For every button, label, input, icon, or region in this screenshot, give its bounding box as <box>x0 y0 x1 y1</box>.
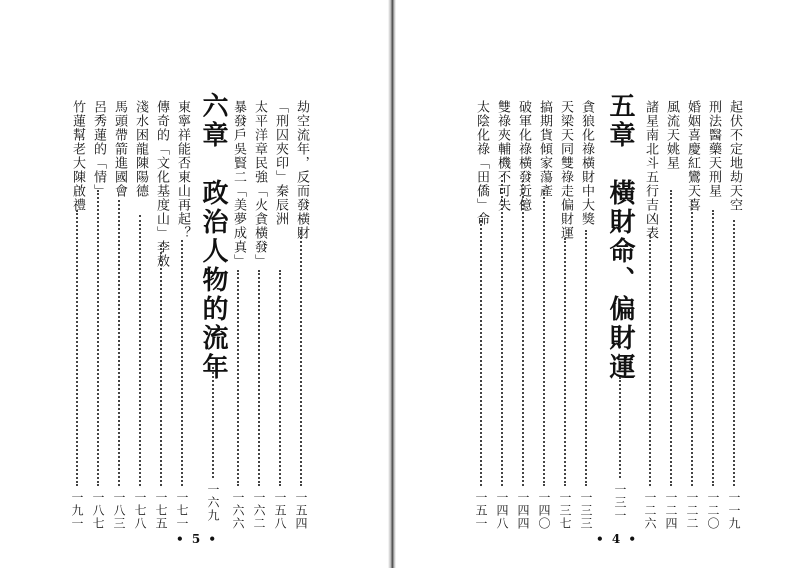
toc-entry-title: 暴發戶吳賢二「美夢成真」 <box>231 100 246 268</box>
toc-page-number: 一八七 <box>91 491 105 530</box>
dot-leader <box>118 200 120 486</box>
left-page <box>0 0 388 568</box>
toc-entry <box>227 100 249 530</box>
toc-entry <box>248 100 270 530</box>
dot-leader <box>585 230 587 486</box>
toc-page-number: 一六九 <box>206 483 220 522</box>
toc-entry-title: 傳奇的「文化基度山」李敖 <box>154 100 169 268</box>
toc-page-number: 一三三 <box>579 491 593 530</box>
dot-leader <box>649 235 651 486</box>
toc-entry-title: 起伏不定地劫天空 <box>727 100 742 212</box>
toc-page-number: 一六二 <box>252 491 266 530</box>
dot-leader <box>480 215 482 486</box>
dot-leader <box>212 367 214 478</box>
toc-entry-title: 東寧祥能否東山再起？ <box>175 100 190 240</box>
toc-page-number: 一二四 <box>664 491 678 530</box>
toc-entry-title: 雙祿夾輔機不可失 <box>495 100 510 212</box>
toc-page-number: 一二〇 <box>706 491 720 530</box>
chapter-heading <box>196 92 230 522</box>
dot-leader <box>691 200 693 486</box>
dot-leader <box>97 190 99 486</box>
right-page <box>396 0 793 568</box>
toc-entry <box>702 100 724 530</box>
toc-entry <box>290 100 312 530</box>
dot-leader <box>522 180 524 486</box>
toc-page-number: 一三一 <box>613 483 627 522</box>
toc-page-number: 一三七 <box>558 491 572 530</box>
toc-page-number: 一九一 <box>70 491 84 530</box>
toc-entry <box>723 100 745 530</box>
toc-page-number: 一五四 <box>294 491 308 530</box>
toc-entry <box>129 100 151 530</box>
toc-entry-title: 天梁天同雙祿走偏財運 <box>558 100 573 240</box>
page-folio: • 4 • <box>596 532 639 546</box>
toc-entry-title: 太陰化祿「田僑」命 <box>474 100 489 226</box>
dot-leader <box>181 240 183 486</box>
toc-page-number: 一四〇 <box>537 491 551 530</box>
toc-page-number: 一一九 <box>727 491 741 530</box>
toc-page-number: 一七五 <box>154 491 168 530</box>
toc-entry-title: 風流天姚星 <box>664 100 679 170</box>
chapter-title: 六章 政治人物的流年 <box>198 92 228 382</box>
toc-entry-title: 呂秀蓮的「情」 <box>91 100 106 198</box>
toc-entry-title: 劫空流年，反而發橫財 <box>294 100 309 240</box>
toc-page-number: 一二六 <box>643 491 657 530</box>
toc-entry <box>66 100 88 530</box>
dot-leader <box>139 215 141 486</box>
toc-entry <box>533 100 555 530</box>
toc-page-number: 一八三 <box>112 491 126 530</box>
dot-leader <box>543 190 545 486</box>
toc-entry-title: 太平洋章民強「火貪橫發」 <box>252 100 267 268</box>
dot-leader <box>76 210 78 486</box>
toc-page-number: 一六六 <box>231 491 245 530</box>
toc-page-number: 一四四 <box>516 491 530 530</box>
chapter-heading <box>603 92 637 522</box>
dot-leader <box>619 377 621 478</box>
toc-entry <box>108 100 130 530</box>
dot-leader <box>300 230 302 486</box>
toc-page-number: 一五八 <box>273 491 287 530</box>
toc-page-number: 一二二 <box>685 491 699 530</box>
toc-entry <box>150 100 172 530</box>
dot-leader <box>258 270 260 486</box>
chapter-title: 五章 橫財命、偏財運 <box>605 92 635 382</box>
toc-entry-title: 諸星南北斗五行吉凶表 <box>643 100 658 240</box>
toc-entry-title: 刑法醫藥天刑星 <box>706 100 721 198</box>
toc-entry <box>512 100 534 530</box>
toc-entry <box>87 100 109 530</box>
toc-page-number: 一五一 <box>474 491 488 530</box>
dot-leader <box>501 175 503 486</box>
dot-leader <box>160 245 162 486</box>
toc-entry-title: 破軍化祿橫發近億 <box>516 100 531 212</box>
dot-leader <box>279 270 281 486</box>
book-gutter <box>388 0 396 568</box>
toc-entry <box>491 100 513 530</box>
dot-leader <box>237 270 239 486</box>
toc-entry <box>269 100 291 530</box>
toc-page-number: 一四八 <box>495 491 509 530</box>
toc-entry-title: 「刑囚夾印」秦辰洲 <box>273 100 288 226</box>
toc-entry-title: 搞期貨傾家蕩產 <box>537 100 552 198</box>
toc-entry-title: 婚姻喜慶紅鸞天喜 <box>685 100 700 212</box>
toc-page-number: 一七一 <box>175 491 189 530</box>
toc-entry-title: 馬頭帶箭進國會 <box>112 100 127 198</box>
toc-entry-title: 貪狼化祿橫財中大獎 <box>579 100 594 226</box>
dot-leader <box>564 238 566 486</box>
toc-entry <box>681 100 703 530</box>
toc-entry-title: 竹蓮幫老大陳啟禮 <box>70 100 85 212</box>
toc-entry <box>639 100 661 530</box>
toc-entry-title: 淺水困龍陳陽德 <box>133 100 148 198</box>
dot-leader <box>670 190 672 486</box>
toc-entry <box>470 100 492 530</box>
toc-entry <box>554 100 576 530</box>
toc-entry <box>575 100 597 530</box>
page-folio: • 5 • <box>176 532 219 546</box>
toc-page-number: 一七八 <box>133 491 147 530</box>
dot-leader <box>712 210 714 486</box>
toc-entry <box>660 100 682 530</box>
toc-entry <box>171 100 193 530</box>
dot-leader <box>733 220 735 486</box>
